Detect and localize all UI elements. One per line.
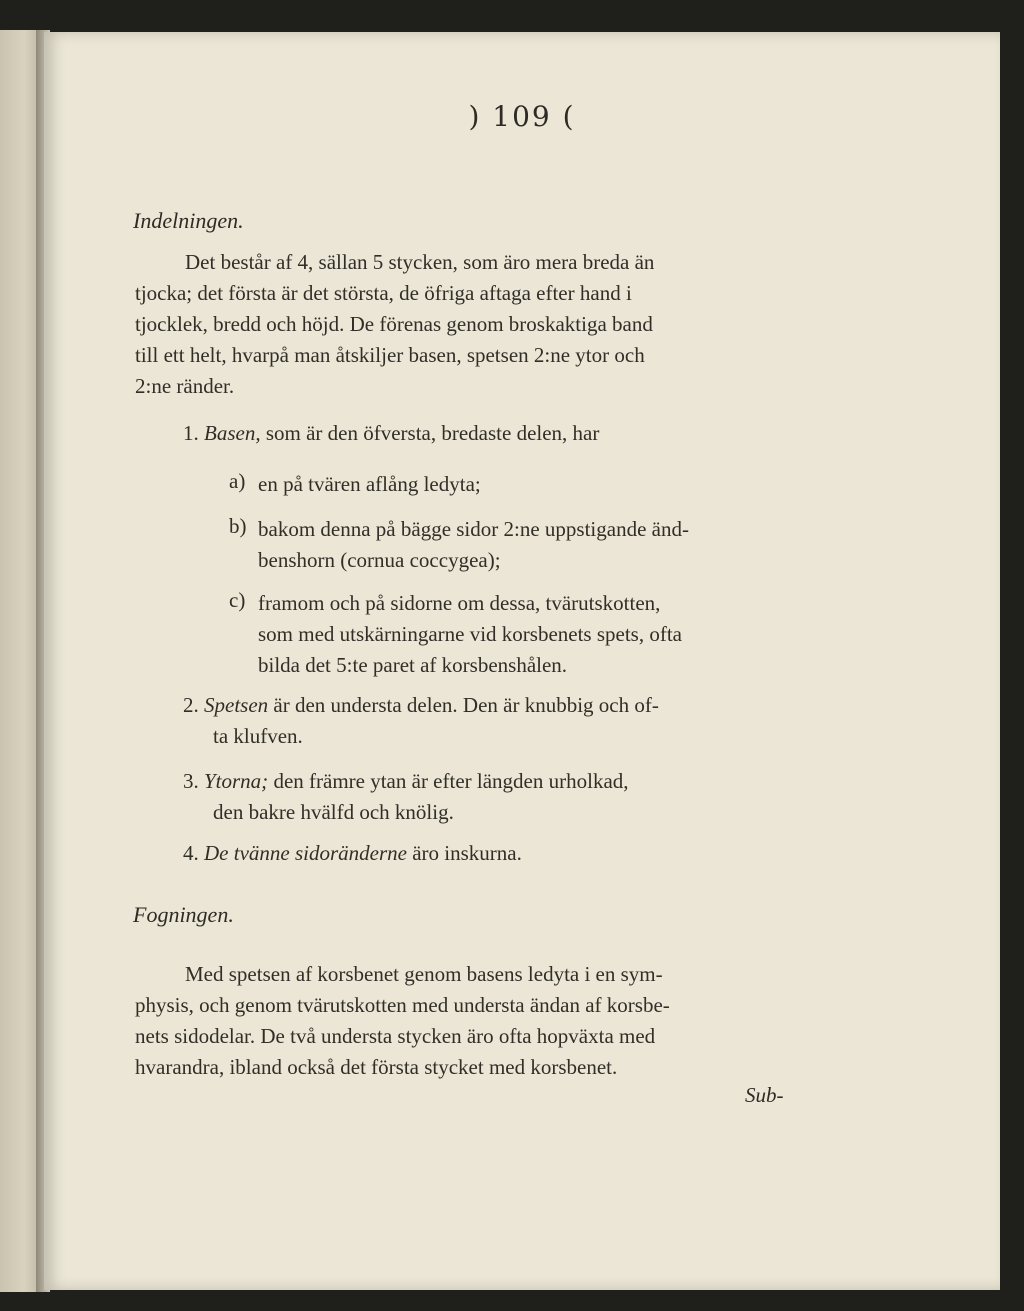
item-2-line (183, 690, 823, 721)
intro-line: tjocklek, bredd och höjd. De förenas genom broskaktiga band (135, 312, 653, 336)
intro-line: till ett helt, hvarpå man åtskiljer basen, spetsen 2:ne ytor och (135, 343, 645, 367)
intro-line: 2:ne ränder. (135, 374, 235, 398)
subitem-c-line: framom och på sidorne om dessa, tvärutskotten, (258, 591, 661, 615)
item-1-number: 1. (183, 421, 199, 445)
intro-paragraph (135, 247, 810, 402)
subitem-b-line: bakom denna på bägge sidor 2:ne uppstigande änd- (258, 517, 689, 541)
item-1-term: Basen, (204, 421, 261, 445)
item-4 (183, 838, 823, 869)
item-2-term: Spetsen (204, 693, 269, 717)
fogningen-line: hvarandra, ibland också det första stycket med korsbenet. (135, 1055, 618, 1079)
subitem-c-line: som med utskärningarne vid korsbenets spets, ofta (258, 622, 682, 646)
section-title-fogningen: Fogningen. (133, 902, 234, 927)
fogningen-line: nets sidodelar. De två understa stycken äro ofta hopväxta med (135, 1024, 656, 1048)
subitem-b-line: benshorn (cornua coccygea); (258, 548, 501, 572)
subitem-b (258, 514, 818, 576)
fogningen-paragraph (135, 959, 810, 1083)
subitem-b-label: b) (229, 514, 247, 538)
item-3-number: 3. (183, 769, 199, 793)
scan-frame-bottom (0, 1290, 1024, 1311)
fogningen-line: Med spetsen af korsbenet genom basens ledyta i en sym- (185, 962, 663, 986)
item-4-number: 4. (183, 841, 199, 865)
item-3-text: den främre ytan är efter längden urholkad, (273, 769, 629, 793)
item-1-text: som är den öfversta, bredaste delen, har (265, 421, 600, 445)
item-4-term: De tvänne sidoränderne (204, 841, 407, 865)
item-3-term: Ytorna; (204, 769, 269, 793)
subitem-c (258, 588, 818, 681)
item-4-text: äro inskurna. (412, 841, 522, 865)
subitem-a-label: a) (229, 469, 246, 493)
item-2-number: 2. (183, 693, 199, 717)
fogningen-line: physis, och genom tvärutskotten med understa ändan af korsbe- (135, 993, 670, 1017)
subitem-a-line: en på tvären aflång ledyta; (258, 472, 481, 496)
item-1 (183, 418, 783, 449)
item-2-text: är den understa delen. Den är knubbig och of- (273, 693, 659, 717)
subitem-c-line: bilda det 5:te paret af korsbenshålen. (258, 653, 568, 677)
item-4-line (183, 838, 823, 869)
item-3-line2: den bakre hvälfd och knölig. (213, 800, 454, 824)
scan-frame-top (0, 0, 1024, 36)
subitem-a (258, 469, 818, 500)
item-2 (183, 690, 823, 752)
item-3-line (183, 766, 823, 797)
catchword: Sub- (745, 1083, 784, 1107)
page-number: ) 109 ( (468, 100, 576, 133)
subitem-c-label: c) (229, 588, 246, 612)
intro-line: tjocka; det första är det största, de öfriga aftaga efter hand i (135, 281, 632, 305)
section-title-indelningen: Indelningen. (133, 208, 244, 233)
item-2-line2: ta klufven. (213, 724, 303, 748)
scan-frame-right (1000, 0, 1024, 1311)
intro-line: Det består af 4, sällan 5 stycken, som äro mera breda än (185, 250, 655, 274)
item-3 (183, 766, 823, 828)
